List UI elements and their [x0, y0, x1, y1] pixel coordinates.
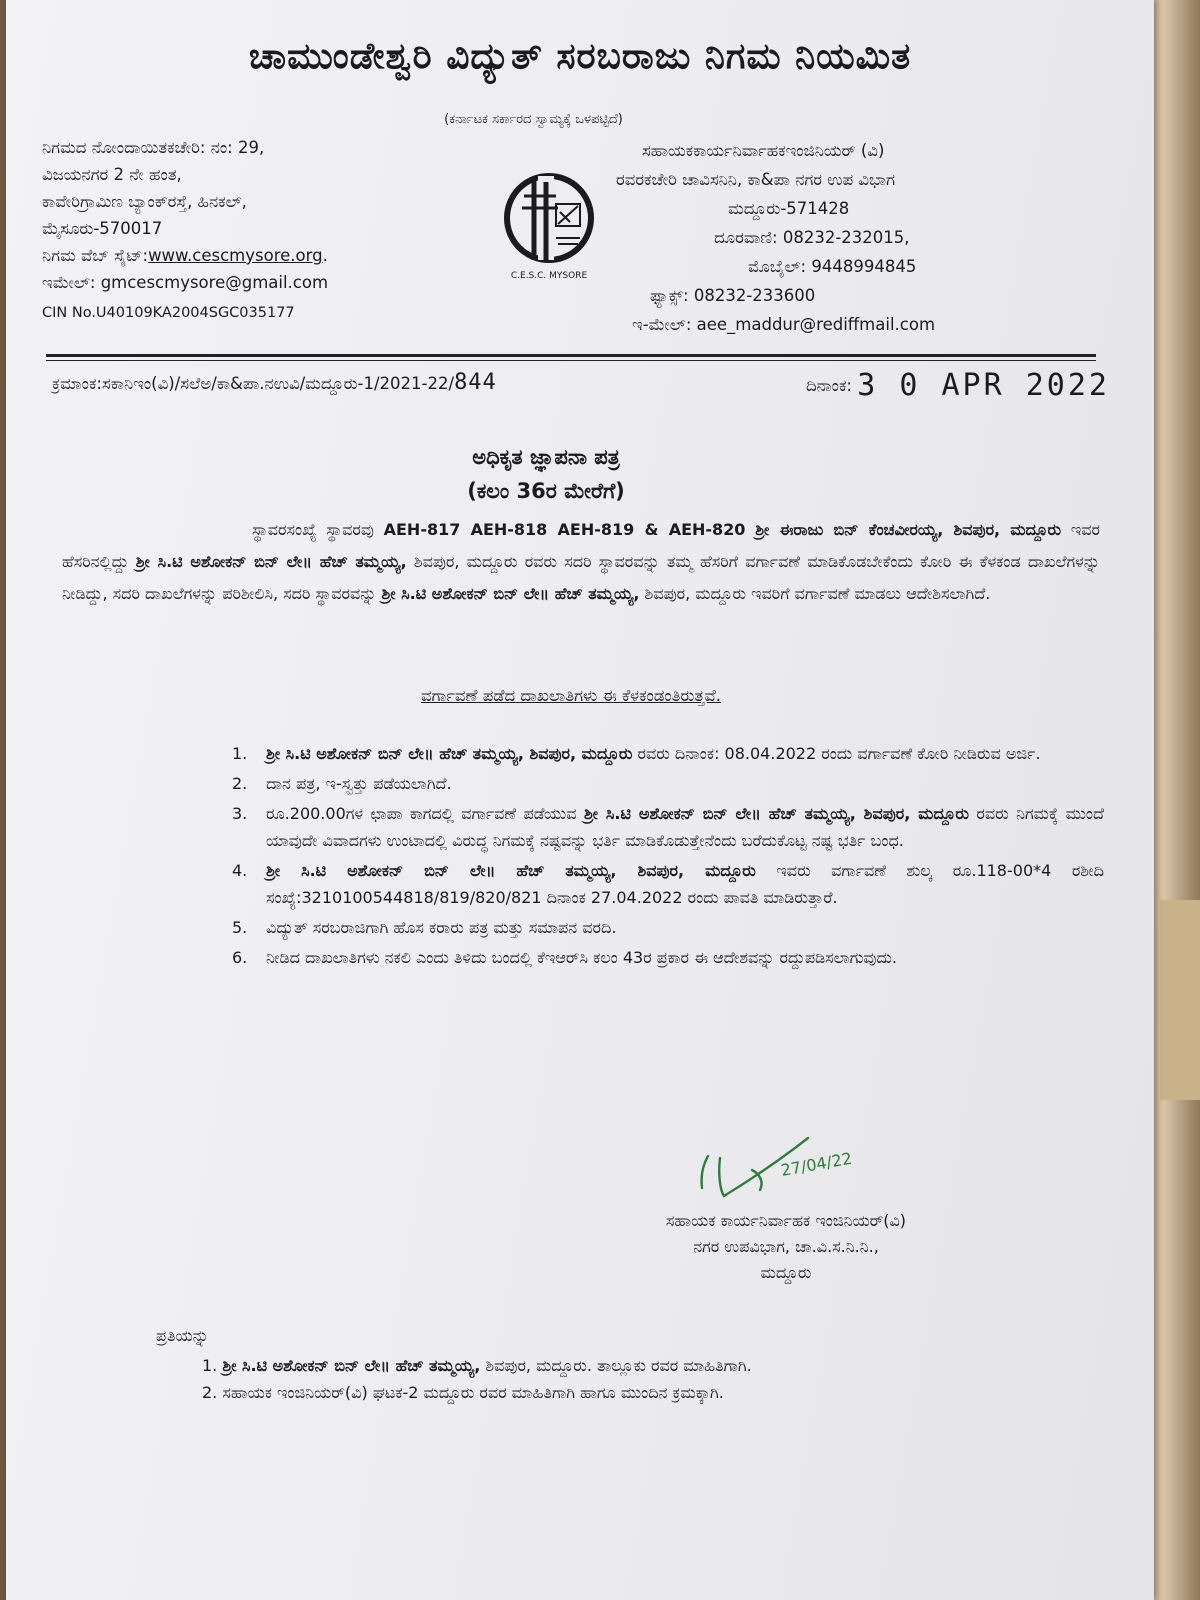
address-line: ಮೈಸೂರು-570017 [42, 219, 163, 238]
address-line: ನಿಗಮದ ನೋಂದಾಯಿತಕಚೇರಿ: ನಂ: 29, [42, 138, 265, 157]
reference-handwritten-number: 844 [454, 370, 497, 395]
document-title-line: ಅಧಿಕೃತ ಜ್ಞಾಪನಾ ಪತ್ರ [472, 445, 620, 469]
list-item: 2. ದಾನ ಪತ್ರ, ಇ-ಸ್ವತ್ತು ಪಡೆಯಲಾಗಿದೆ. [232, 774, 452, 793]
list-item: 3. ರೂ.200.00ಗಳ ಛಾಪಾ ಕಾಗದಲ್ಲಿ ವರ್ಗಾವಣೆ ಪಡೆಯುವ ಶ್ರೀ ಸಿ.ಟಿ ಅಶೋಕನ್ ಬಿನ್ ಲೇ॥ ಹೆಚ್ ತಮ್ಮಯ್ಯ, ಶಿವಪುರ, ಮದ್ದೂರು ರವರು ನಿಗಮಕ್ಕೆ ಮುಂದೆ ಯಾವುದೇ ವಿವಾದಗಳು ಉಂಟಾದಲ್ಲಿ ವಿರುದ್ಧ ನಿಗಮಕ್ಕೆ ನಷ್ಟವನ್ನು ಭರ್ತಿ ಮಾಡಿಕೊಡುತ್ತೇನೆಂದು ಬರೆದುಕೊಟ್ಟ ನಷ್ಟ ಭರ್ತಿ ಬಂಧ. [232, 804, 1104, 850]
phone-value: 08232-232015, [782, 228, 910, 247]
address-line: ಕಾವೇರಿಗ್ರಾಮಿಣ ಬ್ಯಾಂಕ್‌ರಸ್ತೆ, ಹಿನಕಲ್, [42, 192, 247, 211]
signature-date: 27/04/22 [779, 1148, 854, 1180]
office-email-row [632, 310, 1036, 339]
address-line: ಸಹಾಯಕಕಾರ್ಯನಿರ್ವಾಹಕಇಂಜಿನಿಯರ್ (ವಿ) [642, 141, 885, 160]
applicant-name: ಶ್ರೀ ಸಿ.ಟಿ ಅಶೋಕನ್ ಬಿನ್ ಲೇ॥ ಹೆಚ್ ತಮ್ಮಯ್ಯ, [135, 552, 407, 571]
fax-value: 08232-233600 [693, 286, 816, 305]
document-title-section: (ಕಲಂ 36ರ ಮೇರೆಗೆ) [467, 479, 625, 503]
date-label: ದಿನಾಂಕ: [806, 376, 852, 395]
email-label: ಇಮೇಲ್: [42, 273, 96, 292]
copies-list [202, 1352, 752, 1406]
fax-row [650, 281, 1036, 310]
para-text: ಇವರ ಹೆಸರಿನಲ್ಲಿದ್ದು [62, 520, 1101, 571]
installation-numbers: AEH-817 AEH-818 AEH-819 & AEH-820 [383, 520, 746, 539]
office-email-label: ಇ-ಮೇಲ್: [632, 315, 692, 334]
para-text: ಶಿವಪುರ, ಮದ್ದೂರು ಇವರಿಗೆ ವರ್ಗಾವಣೆ ಮಾಡಲು ಆದೇಶಿಸಲಾಗಿದೆ. [644, 584, 991, 603]
phone-label: ದೂರವಾಣಿ: [714, 228, 778, 247]
order-paragraph [62, 514, 1100, 610]
reference-label: ಕ್ರಮಾಂಕ:ಸಕಾನಿಇಂ(ವಿ)/ಸಲೆಅ/ಕಾ&ಪಾ.ನಉವಿ/ಮದ್ದೂರು-1/2021-22/ [52, 374, 455, 393]
registered-office-address [42, 134, 328, 327]
reference-date [806, 368, 1110, 403]
signatory-place: ಮದ್ದೂರು [760, 1263, 812, 1282]
list-item: 2. ಸಹಾಯಕ ಇಂಜಿನಿಯರ್(ವಿ) ಘಟಕ-2 ಮದ್ದೂರು ರವರ ಮಾಹಿತಿಗಾಗಿ ಹಾಗೂ ಮುಂದಿನ ಕ್ರಮಕ್ಕಾಗಿ. [202, 1383, 724, 1402]
applicant-name: ಶ್ರೀ ಸಿ.ಟಿ ಅಶೋಕನ್ ಬಿನ್ ಲೇ॥ ಹೆಚ್ ತಮ್ಮಯ್ಯ, [381, 584, 640, 603]
documents-heading: ವರ್ಗಾವಣೆ ಪಡೆದ ದಾಖಲಾತಿಗಳು ಈ ಕೆಳಕಂಡಂತಿರುತ್ತವೆ. [420, 686, 722, 705]
signatory-office: ನಗರ ಉಪವಿಭಾಗ, ಚಾ.ವಿ.ಸ.ನಿ.ನಿ., [693, 1237, 879, 1256]
list-item: 4. ಶ್ರೀ ಸಿ.ಟಿ ಅಶೋಕನ್ ಬಿನ್ ಲೇ॥ ಹೆಚ್ ತಮ್ಮಯ್ಯ, ಶಿವಪುರ, ಮದ್ದೂರು ಇವರು ವರ್ಗಾವಣೆ ಶುಲ್ಕ ರೂ.118-00*4 ರಶೀದಿ ಸಂಖ್ಯೆ:3210100544818/819/820/821 ದಿನಾಂಕ 27.04.2022 ರಂದು ಪಾವತಿ ಮಾಡಿರುತ್ತಾರೆ. [232, 861, 1104, 907]
website-link[interactable]: www.cescmysore.org [148, 246, 323, 265]
mobile-label: ಮೊಬೈಲ್: [748, 257, 807, 276]
cin-number: CIN No.U40109KA2004SGC035177 [42, 305, 295, 321]
signatory-designation: ಸಹಾಯಕ ಕಾರ್ಯನಿರ್ವಾಹಕ ಇಂಜಿನಿಯರ್(ವಿ) [665, 1211, 907, 1230]
mobile-value: 9448994845 [811, 257, 917, 276]
para-text: ಶಿವಪುರ, ಮದ್ದೂರು ರವರು ಸದರಿ ಸ್ಥಾವರವನ್ನು ತಮ್ಮ ಹೆಸರಿಗೆ ವರ್ಗಾವಣೆ ಮಾಡಿಕೊಡಬೇಕೆಂದು ಕೋರಿ ಈ ಕೆಳಕಂಡ ದಾಖಲೆಗಳನ್ನು ನೀಡಿದ್ದು, ಸದರಿ ದಾಖಲೆಗಳನ್ನು ಪರಿಶೀಲಿಸಿ, ಸದರಿ ಸ್ಥಾವರವನ್ನು [62, 552, 1101, 603]
copies-heading: ಪ್ರತಿಯನ್ನು [156, 1326, 209, 1345]
fax-label: ಫ್ಯಾಕ್ಸ್: [650, 286, 689, 305]
reference-number [52, 370, 497, 395]
list-item: 1. ಶ್ರೀ ಸಿ.ಟಿ ಅಶೋಕನ್ ಬಿನ್ ಲೇ॥ ಹೆಚ್ ತಮ್ಮಯ್ಯ, ಶಿವಪುರ, ಮದ್ದೂರು ರವರು ದಿನಾಂಕ: 08.04.2022 ರಂದು ವರ್ಗಾವಣೆ ಕೋರಿ ನೀಡಿರುವ ಅರ್ಜಿ. [232, 744, 1041, 763]
list-item: 5. ವಿದ್ಯುತ್ ಸರಬರಾಜಿಗಾಗಿ ಹೊಸ ಕರಾರು ಪತ್ರ ಮತ್ತು ಸಮಾಪನ ವರದಿ. [232, 918, 617, 937]
address-line: ವಿಜಯನಗರ 2 ನೇ ಹಂತ, [42, 165, 182, 184]
phone-row [714, 223, 1036, 252]
date-stamp: 3 0 APR 2022 [857, 368, 1110, 403]
signatory-block [596, 1208, 976, 1286]
header-rule-thin [46, 360, 1096, 361]
address-line: ರವರಕಚೇರಿ ಚಾವಿಸನಿನಿ, ಕಾ&ಪಾ ನಗರ ಉಪ ವಿಭಾಗ [616, 170, 896, 189]
document-sheet [6, 0, 1154, 1600]
logo-text: C.E.S.C. MYSORE [510, 271, 588, 281]
cesc-logo-icon [494, 168, 604, 286]
background-strip [1160, 900, 1200, 1100]
document-title [6, 440, 1086, 508]
sub-division-address [616, 136, 1036, 339]
email-row [42, 269, 328, 296]
website-label: ನಿಗಮ ವೆಬ್ ಸೈಟ್: [42, 246, 149, 265]
address-line: ಮದ್ದೂರು-571428 [728, 199, 850, 218]
header-rule [46, 354, 1096, 357]
website-row [42, 242, 328, 269]
office-email-value: aee_maddur@rediffmail.com [696, 315, 936, 334]
mobile-row [748, 252, 1036, 281]
org-subtitle: (ಕರ್ನಾಟಕ ಸರ್ಕಾರದ ಸ್ವಾಮ್ಯಕ್ಕೆ ಒಳಪಟ್ಟಿದೆ) [444, 112, 623, 127]
handwritten-signature [690, 1130, 880, 1210]
current-owner: ಶ್ರೀ ಈರಾಜು ಬಿನ್ ಕೆಂಚವೀರಯ್ಯ, ಶಿವಪುರ, ಮದ್ದೂರು [755, 520, 1062, 539]
email-value: gmcescmysore@gmail.com [100, 273, 329, 292]
list-item: 1. ಶ್ರೀ ಸಿ.ಟಿ ಅಶೋಕನ್ ಬಿನ್ ಲೇ॥ ಹೆಚ್ ತಮ್ಮಯ್ಯ, ಶಿವಪುರ, ಮದ್ದೂರು. ತಾಲ್ಲೂಕು ರವರ ಮಾಹಿತಿಗಾಗಿ. [202, 1356, 752, 1375]
org-title: ಚಾಮುಂಡೇಶ್ವರಿ ವಿದ್ಯುತ್ ಸರಬರಾಜು ನಿಗಮ ನಿಯಮಿತ [248, 36, 912, 77]
para-text: ಸ್ಥಾವರಸಂಖ್ಯೆ ಸ್ಥಾವರವು [252, 520, 374, 539]
documents-list [232, 740, 1104, 974]
website-end: . [322, 246, 328, 265]
list-item: 6. ನೀಡಿದ ದಾಖಲಾತಿಗಳು ನಕಲಿ ಎಂದು ತಿಳಿದು ಬಂದಲ್ಲಿ ಕೆಇಆರ್‌ಸಿ ಕಲಂ 43ರ ಪ್ರಕಾರ ಈ ಆದೇಶವನ್ನು ರದ್ದುಪಡಿಸಲಾಗುವುದು. [232, 948, 897, 967]
